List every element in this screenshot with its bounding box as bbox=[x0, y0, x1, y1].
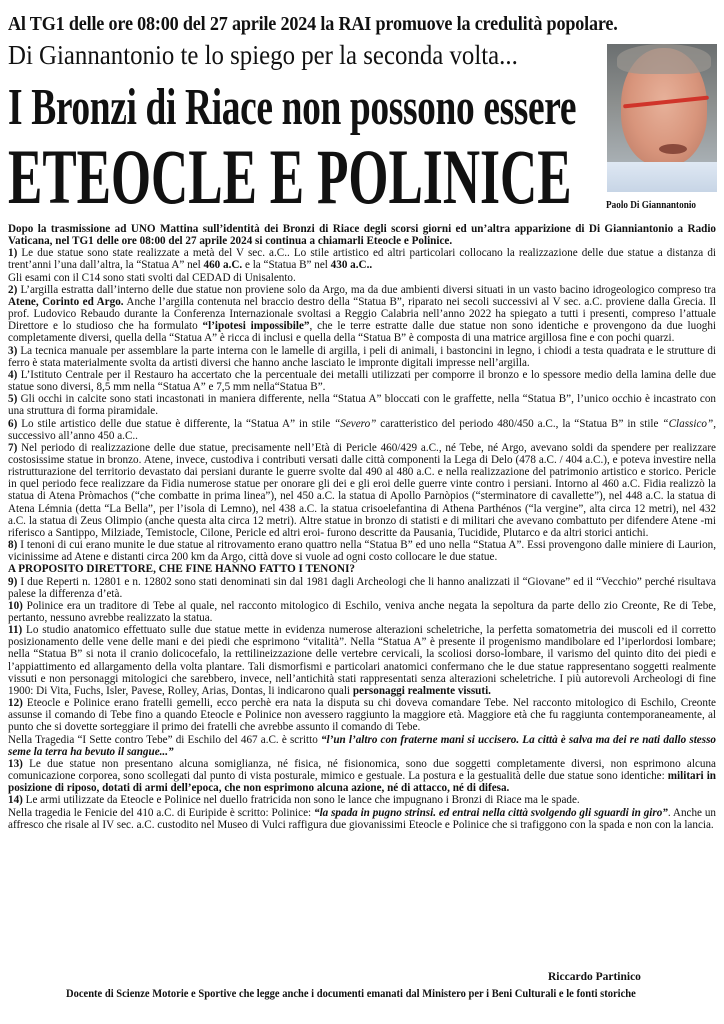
text-run: caratteristico del periodo 480/450 a.C., la “Statua B” in stile bbox=[376, 417, 663, 430]
article-body bbox=[8, 223, 716, 831]
text-run: Le due statue sono state realizzate a metà del V sec. a.C.. Lo stile artistico ed altri particolari collocano la realizzazione delle due statue a distanza di trent’anni l’una dall’altra, la “Statua A” nel bbox=[8, 247, 716, 272]
text-run: Le due statue non presentano alcuna somiglianza, né fisica, né fisionomica, sono due soggetti completamente diversi, non esprimono alcuna comunicazione corporea, sono scollegati dal punto di vista posturale, mimico e gestuale. La postura e la gestualità delle due statue sono identiche: bbox=[8, 757, 716, 783]
bold-text: personaggi realmente vissuti. bbox=[352, 684, 491, 697]
text-run: L’argilla estratta dall’interno delle due statue non proviene solo da Argo, ma da due ambienti diversi situati in un vasto bacino idrogeologico compreso tra bbox=[17, 283, 716, 296]
bold-text: Atene, Corinto ed Argo. bbox=[8, 295, 124, 308]
main-title-line2: ETEOCLE E POLINICE bbox=[8, 133, 572, 220]
numbered-point bbox=[8, 576, 716, 600]
photo-shirt bbox=[607, 162, 717, 192]
bold-text: 460 a.C. bbox=[203, 259, 243, 272]
text-run: L’Istituto Centrale per il Restauro ha accertato che la percentuale dei metalli utilizzati per comporre il bronzo e lo spessore medio della lamina delle due statue sono diversi, 8,5 mm nella “Statua A” e 7,5 mm nella“Statua B”. bbox=[8, 368, 716, 394]
text-run: Polinice era un traditore di Tebe al quale, nel racconto mitologico di Eschilo, veniva anche negata la sepoltura da parte dello zio Creonte, Re di Tebe, pertanto, nessuno avrebbe realizzato la statua. bbox=[8, 599, 716, 624]
numbered-point bbox=[8, 624, 716, 697]
numbered-point bbox=[8, 442, 716, 539]
numbered-point bbox=[8, 794, 716, 806]
point-number: 8) bbox=[8, 539, 18, 552]
photo-caption: Paolo Di Giannantonio bbox=[606, 200, 696, 211]
numbered-point bbox=[8, 600, 716, 624]
text-run: Nella tragedia le Fenicie del 410 a.C. di Euripide è scritto: Polinice: bbox=[8, 806, 314, 819]
text-run: Le armi utilizzate da Eteocle e Polinice nel duello fratricida non sono le lance che impugnano i Bronzi di Riace ma le spade. bbox=[22, 794, 580, 807]
portrait-photo bbox=[607, 44, 717, 192]
point-number: 6) bbox=[8, 417, 18, 430]
point-note bbox=[8, 807, 716, 831]
text-run: Nel periodo di realizzazione delle due statue, precisamente nell’Età di Pericle 460/429 a.C., né Tebe, né Argo, avevano soldi da spendere per realizzare costosissime statue in bronzo. Atene, invece, custodiva i contributi versati dalle città componenti la Lega di Delo (478 a.C. / 404 a.C.), e poteva investire nella ristrutturazione del territorio devastato dai persiani durante le guerre svolte dal 490 al 480 a.C. e nella realizzazione del patrimonio artistico e storico. Pericle in quel periodo fece realizzare da Fidia numerose statue per onorare gli dei e gli eroi delle guerre vinte contro i persiani. Intorno al 460 a.C. Fidia realizzò la statua di Atena Pròmachos (“che combatte in prima linea”), nel 450 a.C. la statua di Apollo Parnòpios (“sterminatore di cavallette”), nel 448 a.C. la statua di Atena Lémnia (detta “La Bella”, per l’isola di Lemno), nel 438 a.C. la statua crisoelefantina di Athena Parthénos (“la vergine”, alta circa 12 metri), nel 432 a.C. la statua di Zeus Olimpio (anche questa alta circa 12 metri). Altre statue in bronzo di statisti e di militari che avevano combattuto per difendere Atene -mi riferisco a Santippo, Milziade, Temistocle, Cilone, Pericle ed altri eroi- furono descritte da Pausania, Tucidide, Plutarco e da altri storici antichi. bbox=[8, 441, 716, 539]
point-number: 1) bbox=[8, 247, 18, 260]
text-run: Gli occhi in calcite sono stati incastonati in maniera differente, nella “Statua A” bloccati con le graffette, nella “Statua B”, l’unico occhio è incastrato con una struttura di forma piramidale. bbox=[8, 393, 716, 418]
text-run: Eteocle e Polinice erano fratelli gemelli, ecco perchè era nata la disputa su chi doveva comandare Tebe. Nel racconto mitologico di Eschilo, Creonte assunse il comando di Tebe fino a quando Eteocle e Polinice non avessero raggiunto la maggiore età. Maggiore età che fu raggiunta contemporaneamente, al punto che si dovette sorteggiare il primo dei fratelli che avrebbe assunto il comando di Tebe. bbox=[8, 697, 716, 734]
text-run: , successivo all’anno 450 a.C.. bbox=[8, 417, 716, 442]
sub-headline: Di Giannantonio te lo spiego per la seconda volta... bbox=[8, 40, 518, 70]
signature-role: Docente di Scienze Motorie e Sportive che legge anche i documenti emanati dal Ministero per i Beni Culturali e le fonti storiche bbox=[66, 988, 636, 1000]
point-number: 10) bbox=[8, 599, 23, 612]
photo-hair bbox=[617, 44, 711, 74]
numbered-point bbox=[8, 393, 716, 417]
signature-name: Riccardo Partinico bbox=[548, 971, 641, 983]
point-number: 11) bbox=[8, 624, 23, 637]
quote-text: “l’un l’altro con fraterne mani si uccisero. La città è salva ma dei re nati dallo stesso seme la terra ha bevuto il sangue...” bbox=[8, 733, 716, 758]
point-number: 2) bbox=[8, 283, 18, 296]
point-number: 7) bbox=[8, 441, 18, 454]
article-lead: Dopo la trasmissione ad UNO Mattina sull’identità dei Bronzi di Riace degli scorsi giorni ed un’altra apparizione di Di Gianniantonio a Radio Vaticana, nel TG1 delle ore 08:00 del 27 aprile 2024 si continua a chiamarli Eteocle e Polinice. bbox=[8, 223, 716, 248]
text-run: Lo studio anatomico effettuato sulle due statue mette in evidenza numerose alterazioni scheletriche, la perfetta somatometria dei muscoli ed il corretto posizionamento delle vene delle mani e dei piedi che esprimono “vitalità”. Nella “Statua A” è presente il progenismo mandibolare ed l’iperlordosi lombare; nella “Statua B” si nota il cranio dolicocefalo, la rettilineizzazione delle vertebre cervicali, la scoliosi dorso-lombare, il varismo del quinto dito dei piedi e l’appiattimento ed allargamento della volta plantare. Tali dismorfismi e particolari anatomici confermano che le due statue rappresentano soggetti realmente vissuti e non personaggi mitologici che sarebbero, invece, nell’antichità stati rappresentati senza alterazioni scheletriche. I più autorevoli Archeologi di fine 1900: Di Vita, Fuchs, Isler, Pavese, Rolley, Arias, Dontas, li indicarono quali bbox=[8, 624, 716, 697]
numbered-point bbox=[8, 697, 716, 733]
text-run: Anche l’argilla contenuta nel braccio destro della “Statua B”, riparato nei secoli successivi al V sec. a.C. proviene dalla Grecia. Il prof. Ludovico Rebaudo durante la Conferenza Internazionale svoltasi a Reggio Calabria nell’anno 2022 ha spiegato a tutti i presenti, compreso l’attuale Direttore e lo studioso che ha formulato bbox=[8, 295, 717, 333]
bold-text: 430 a.C.. bbox=[330, 259, 373, 272]
bold-text: “l’ipotesi impossibile” bbox=[202, 320, 310, 333]
point-number: 12) bbox=[8, 697, 23, 710]
points-list-2 bbox=[8, 576, 716, 831]
text-run: , che le terre estratte dalle due statue non sono identiche e provengono da due luoghi completamente diversi, quella della “Statua A” è ricca di inclusi e quella della “Statua B” è composta di una matrice argillosa fine e con pochi quarzi. bbox=[8, 320, 716, 345]
point-number: 4) bbox=[8, 368, 18, 381]
numbered-point bbox=[8, 345, 716, 369]
text-run: I tenoni di cui erano munite le due statue al ritrovamento erano quattro nella “Statua B” ed uno nella “Statua A”. Essi provengono dalle miniere di Laurion, vicinissime ad Atene e distanti circa 200 km da Argo, città dove si vuole ad ogni costo collocare le due statue. bbox=[8, 539, 716, 564]
point-number: 13) bbox=[8, 757, 23, 770]
point-note bbox=[8, 734, 716, 758]
point-note: Gli esami con il C14 sono stati svolti dal CEDAD di Unisalento. bbox=[8, 271, 296, 284]
quote-text: “la spada in pugno strinsi. ed entrai nella città svolgendo gli sguardi in giro” bbox=[314, 806, 668, 819]
text-run: . Anche un affresco che risale al IV sec. a.C. custodito nel Museo di Vulci raffigura due giovanissimi Eteocle e Polinice che si trafiggono con la spada e non con la lancia. bbox=[8, 806, 716, 831]
point-number: 5) bbox=[8, 393, 18, 406]
points-list-1 bbox=[8, 247, 716, 563]
numbered-point bbox=[8, 758, 716, 794]
italic-text: “Severo” bbox=[334, 417, 377, 430]
numbered-point bbox=[8, 418, 716, 442]
text-run: e la “Statua B” nel bbox=[242, 259, 331, 272]
numbered-point bbox=[8, 369, 716, 393]
text-run: La tecnica manuale per assemblare la parte interna con le lamelle di argilla, i peli di animali, i bastoncini in legno, i chiodi a testa quadrata e le strutture di ferro è stata materialmente svolta da artisti diversi che hanno anche lasciato le impronte digitali impresse nell’argilla. bbox=[8, 344, 716, 369]
photo-mouth bbox=[659, 144, 687, 154]
point-number: 3) bbox=[8, 344, 18, 357]
point-number: 9) bbox=[8, 575, 18, 588]
section-heading: A PROPOSITO DIRETTORE, CHE FINE HANNO FATTO I TENONI? bbox=[8, 563, 355, 576]
italic-text: “Classico” bbox=[662, 417, 714, 430]
numbered-point bbox=[8, 284, 716, 345]
text-run: Lo stile artistico delle due statue è differente, la “Statua A” in stile bbox=[17, 417, 335, 430]
bold-text: militari in posizione di riposo, dotati di armi dell’epoca, che non esprimono alcuna azione, né di attacco, né di difesa. bbox=[8, 770, 716, 795]
text-run: Nella Tragedia “I Sette contro Tebe” di Eschilo del 467 a.C. è scritto bbox=[8, 733, 321, 746]
main-title-line1: I Bronzi di Riace non possono essere bbox=[8, 79, 577, 136]
numbered-point bbox=[8, 247, 716, 271]
text-run: I due Reperti n. 12801 e n. 12802 sono stati denominati sin dal 1981 dagli Archeologi che li hanno analizzati il “Giovane” ed il “Vecchio” perché risultava palese la differenza d’età. bbox=[8, 575, 716, 600]
point-number: 14) bbox=[8, 794, 23, 807]
numbered-point bbox=[8, 539, 716, 563]
top-line-headline: Al TG1 delle ore 08:00 del 27 aprile 2024 la RAI promuove la credulità popolare. bbox=[8, 14, 618, 35]
